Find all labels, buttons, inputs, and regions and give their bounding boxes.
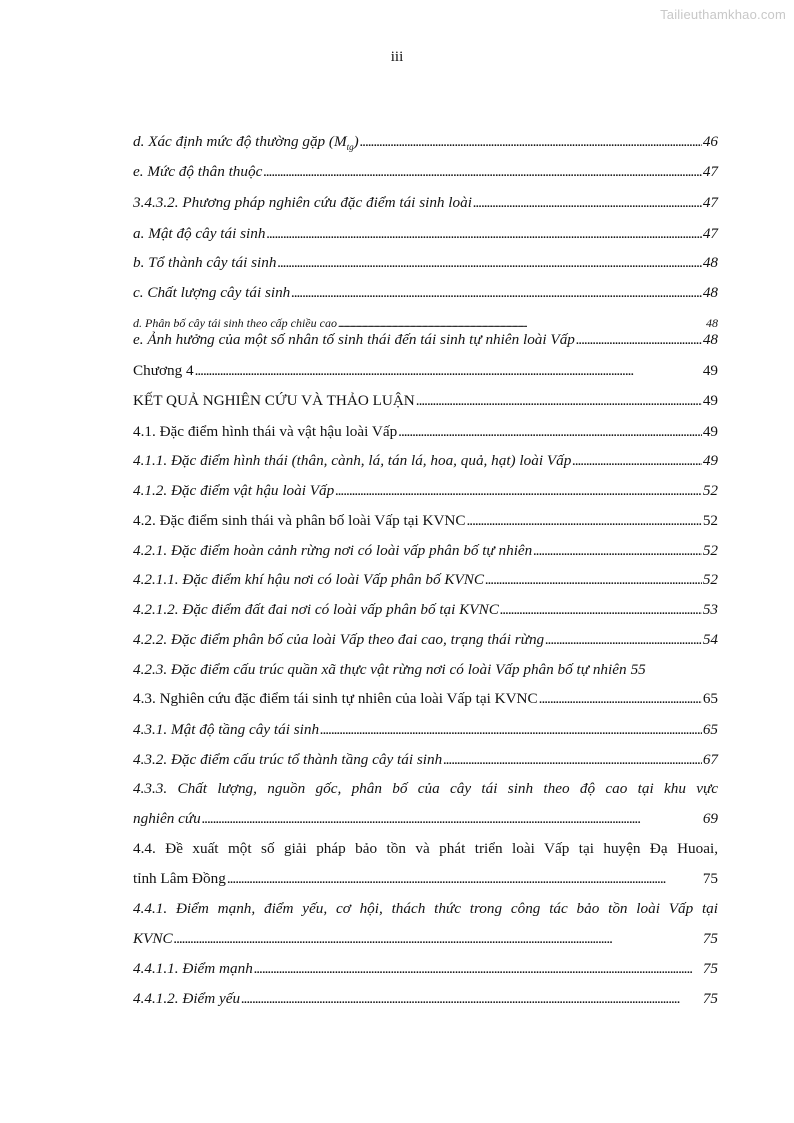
dot-leader [254, 960, 702, 978]
toc-entry-title: a. Mật độ cây tái sinh [133, 225, 266, 242]
toc-entry[interactable] [133, 423, 718, 441]
toc-entry-title: 4.4. Đề xuất một số giải pháp bảo tồn và phát triển loài Vấp tại huyện Đạ Huoai, [133, 840, 718, 857]
toc-entry-title: 4.1. Đặc điểm hình thái và vật hậu loài Vấp [133, 423, 398, 440]
toc-entry-line2[interactable] [133, 930, 718, 948]
toc-entry-page: 48 [702, 331, 718, 348]
toc-entry[interactable] [133, 690, 718, 708]
toc-entry-title: 3.4.3.2. Phương pháp nghiên cứu đặc điểm tái sinh loài [133, 194, 472, 211]
toc-entry-title: 4.2.1.1. Đặc điểm khí hậu nơi có loài Vấp phân bố KVNC [133, 571, 485, 588]
toc-entry-page: 54 [702, 631, 718, 648]
dot-leader [500, 601, 702, 619]
toc-entry[interactable] [133, 542, 718, 560]
toc-entry-title: 4.3.3. Chất lượng, nguồn gốc, phân bố của cây tái sinh theo độ cao tại khu vực [133, 780, 718, 797]
dot-leader [533, 542, 702, 560]
toc-entry-page: 52 [702, 571, 718, 588]
toc-entry-page: 49 [702, 362, 718, 379]
toc-entry[interactable] [133, 314, 718, 332]
dot-leader [291, 284, 702, 302]
toc-entry-page: 52 [702, 482, 718, 499]
dot-leader [473, 194, 702, 212]
toc-entry-page: 65 [702, 690, 718, 707]
dot-leader [335, 482, 702, 500]
toc-entry[interactable] [133, 721, 718, 739]
dot-leader [202, 810, 702, 828]
dot-leader [539, 690, 702, 708]
toc-entry[interactable] [133, 194, 718, 212]
toc-entry-line2[interactable] [133, 810, 718, 828]
dot-leader [416, 392, 702, 410]
toc-entry-title: 4.4.1. Điểm mạnh, điểm yếu, cơ hội, thách thức trong công tác bảo tồn loài Vấp tại [133, 900, 718, 917]
toc-entry-title: 4.1.2. Đặc điểm vật hậu loài Vấp [133, 482, 335, 499]
toc-entry-page: 52 [702, 542, 718, 559]
dot-leader [263, 163, 701, 181]
page-number: iii [390, 49, 404, 65]
dot-leader [320, 721, 702, 739]
toc-entry[interactable] [133, 163, 718, 181]
toc-entry-page: 67 [702, 751, 718, 768]
watermark-text: Tailieuthamkhao.com [660, 7, 786, 22]
toc-entry-page: 47 [702, 194, 718, 211]
toc-entry-title: 4.2.1. Đặc điểm hoàn cảnh rừng nơi có loài vấp phân bố tự nhiên [133, 542, 533, 559]
toc-entry[interactable] [133, 960, 718, 978]
toc-entry[interactable] [133, 482, 718, 500]
toc-entry[interactable] [133, 331, 718, 349]
dot-leader [277, 254, 701, 272]
toc-entry-title: 4.3. Nghiên cứu đặc điểm tái sinh tự nhiên của loài Vấp tại KVNC [133, 690, 538, 707]
toc-entry-title: Chương 4 [133, 362, 194, 379]
toc-entry[interactable] [133, 133, 718, 156]
toc-entry[interactable] [133, 362, 718, 380]
toc-entry-page: 46 [702, 133, 718, 150]
toc-entry-page: 65 [702, 721, 718, 738]
toc-entry-page: 48 [702, 254, 718, 271]
toc-entry-page: 49 [702, 452, 718, 469]
dot-leader [174, 930, 702, 948]
dot-leader [467, 512, 702, 530]
dot-leader [572, 452, 702, 470]
toc-entry-page: 53 [702, 601, 718, 618]
toc-entry-title: 4.1.1. Đặc điểm hình thái (thân, cành, lá, tán lá, hoa, quả, hạt) loài Vấp [133, 452, 572, 469]
dot-leader [338, 314, 705, 332]
dot-leader [195, 362, 702, 380]
toc-entry[interactable] [133, 512, 718, 530]
toc-entry-page: 75 [702, 870, 718, 887]
toc-entry-page: 49 [702, 423, 718, 440]
toc-entry-title: 4.3.1. Mật độ tầng cây tái sinh [133, 721, 320, 738]
toc-entry-title: 4.4.1.2. Điểm yếu [133, 990, 241, 1007]
toc-entry-title: d. Xác định mức độ thường gặp $(M_{tg})$ [133, 133, 359, 153]
toc-entry[interactable] [133, 225, 718, 243]
toc-entry-title: e. Ảnh hưởng của một số nhân tố sinh thái đến tái sinh tự nhiên loài Vấp [133, 331, 575, 348]
dot-leader [241, 990, 702, 1008]
toc-entry-title: 4.2. Đặc điểm sinh thái và phân bố loài Vấp tại KVNC [133, 512, 466, 529]
toc-entry-page: 48 [706, 316, 718, 330]
toc-entry-title: 4.2.3. Đặc điểm cấu trúc quần xã thực vật rừng nơi có loài Vấp phân bố tự nhiên [133, 661, 627, 678]
toc-entry-page: 49 [702, 392, 718, 409]
toc-entry[interactable] [133, 661, 718, 679]
toc-entry[interactable] [133, 631, 718, 649]
toc-entry-page: 75 [702, 960, 718, 977]
toc-entry-page: 69 [702, 810, 718, 827]
toc-entry[interactable] [133, 254, 718, 272]
toc-entry-page: 55 [630, 661, 646, 678]
dot-leader [443, 751, 702, 769]
dot-leader [545, 631, 702, 649]
toc-entry-line1[interactable] [133, 900, 718, 918]
toc-entry-title: 4.2.1.2. Đặc điểm đất đai nơi có loài vấp phân bố tại KVNC [133, 601, 499, 618]
toc-entry-page: 48 [702, 284, 718, 301]
toc-entry-page: 47 [702, 163, 718, 180]
toc-entry[interactable] [133, 452, 718, 470]
toc-entry-title: tỉnh Lâm Đồng [133, 870, 226, 887]
toc-entry[interactable] [133, 990, 718, 1008]
toc-entry-title: 4.2.2. Đặc điểm phân bố của loài Vấp theo đai cao, trạng thái rừng [133, 631, 545, 648]
toc-entry-page: 47 [702, 225, 718, 242]
dot-leader [485, 571, 702, 589]
toc-entry-title: KẾT QUẢ NGHIÊN CỨU VÀ THẢO LUẬN [133, 392, 415, 409]
dot-leader [266, 225, 701, 243]
toc-entry-line1[interactable] [133, 840, 718, 858]
toc-entry[interactable] [133, 284, 718, 302]
toc-entry-title: c. Chất lượng cây tái sinh [133, 284, 291, 301]
dot-leader [576, 331, 702, 349]
dot-leader [360, 133, 702, 151]
toc-entry-page: 75 [702, 990, 718, 1007]
toc-entry-page: 52 [702, 512, 718, 529]
toc-entry-title: e. Mức độ thân thuộc [133, 163, 263, 180]
toc-entry[interactable] [133, 392, 718, 410]
toc-entry[interactable] [133, 601, 718, 619]
toc-entry-line1[interactable] [133, 780, 718, 798]
dot-leader [398, 423, 702, 441]
toc-entry-title: nghiên cứu [133, 810, 201, 827]
toc-entry-title: 4.3.2. Đặc điểm cấu trúc tổ thành tầng cây tái sinh [133, 751, 443, 768]
toc-entry[interactable] [133, 571, 718, 589]
toc-entry-title: d. Phân bố cây tái sinh theo cấp chiều cao [133, 316, 337, 330]
toc-entry[interactable] [133, 751, 718, 769]
toc-entry-title: 4.4.1.1. Điểm mạnh [133, 960, 253, 977]
toc-entry-title: b. Tổ thành cây tái sinh [133, 254, 277, 271]
toc-entry-line2[interactable] [133, 870, 718, 888]
toc-entry-title: KVNC [133, 930, 173, 947]
toc-entry-page: 75 [702, 930, 718, 947]
dot-leader [227, 870, 702, 888]
